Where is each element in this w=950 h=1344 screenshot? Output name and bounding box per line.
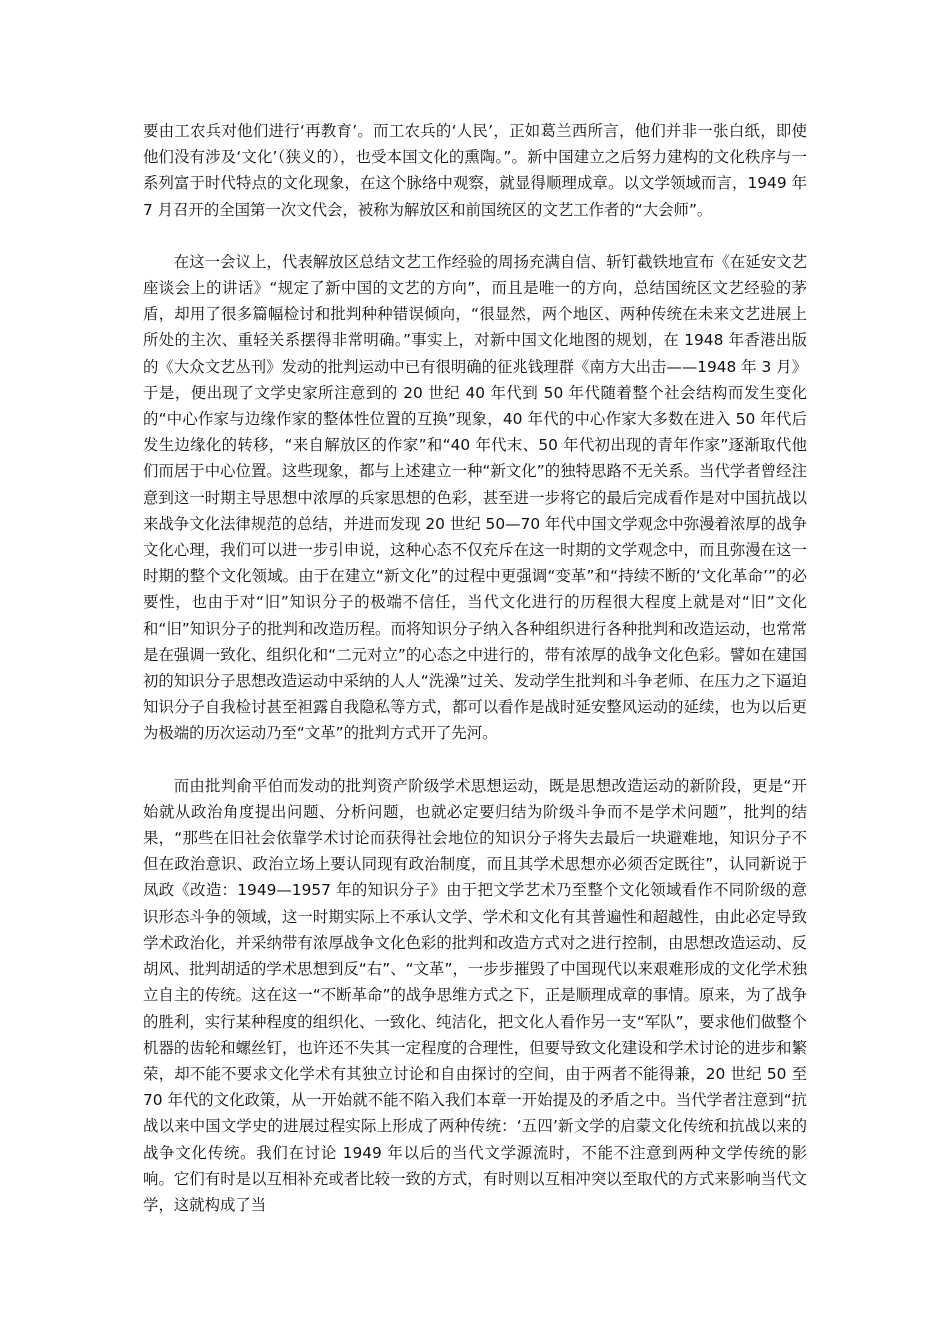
paragraph-criticism-campaign: 而由批判俞平伯而发动的批判资产阶级学术思想运动，既是思想改造运动的新阶段，更是“开始就从政治角度提出问题、分析问题，也就必定要归结为阶级斗争而不是学术问题”，批判的结果，“那些在旧社会依靠学术讨论而获得社会地位的知识分子将失去最后一块避难地，知识分子不但在政治意识、政治立场上要认同现有政治制度，而且其学术思想亦必须否定既往”，认同新说于凤政《改造：1949—1957 年的知识分子》由于把文学艺术乃至整个文化领域看作不同阶级的意识形态斗争的领域，这一时期实际上不承认文学、学术和文化有其普遍性和超越性，由此必定导致学术政治化，并采纳带有浓厚战争文化色彩的批判和改造方式对之进行控制，由思想改造运动、反胡风、批判胡适的学术思想到反“右”、“文革”，一步步摧毁了中国现代以来艰难形成的文化学术独立自主的传统。这在这一“不断革命”的战争思维方式之下，正是顺理成章的事情。原来，为了战争的胜利，实行某种程度的组织化、一致化、纯洁化，把文化人看作另一支“军队”，要求他们做整个机器的齿轮和螺丝钉，也许还不失其一定程度的合理性，但要导致文化建设和学术讨论的进步和繁荣，却不能不要求文化学术有其独立讨论和自由探讨的空间，由于两者不能得兼，20 世纪 50 至 70 年代的文化政策，从一开始就不能不陷入我们本章一开始提及的矛盾之中。当代学者注意到“抗战以来中国文学史的进展过程实际上形成了两种传统：‘五四’新文学的启蒙文化传统和抗战以来的战争文化传统。我们在讨论 1949 年以后的当代文学源流时，不能不注意到两种文学传统的影响。它们有时是以互相补充或者比较一致的方式，有时则以互相冲突以至取代的方式来影响当代文学，这就构成了当 [143,776,807,1214]
paragraph-congress: 在这一会议上，代表解放区总结文艺工作经验的周扬充满自信、斩钉截铁地宣布《在延安文艺座谈会上的讲话》“规定了新中国的文艺的方向”，而且是唯一的方向，总结国统区文艺经验的茅盾，却用了很多篇幅检讨和批判种种错误倾向，“很显然，两个地区、两种传统在未来文艺进展上所处的主次、重轻关系摆得非常明确。”事实上，对新中国文化地图的规划，在 1948 年香港出版的《大众文艺丛刊》发动的批判运动中已有很明确的征兆钱理群《南方大出击——1948 年 3 月》于是，便出现了文学史家所注意到的 20 世纪 40 年代到 50 年代随着整个社会结构而发生变化的“中心作家与边缘作家的整体性位置的互换”现象，40 年代的中心作家大多数在进入 50 年代后发生边缘化的转移，“来自解放区的作家”和“40 年代末、50 年代初出现的青年作家”逐渐取代他们而居于中心位置。这些现象，都与上述建立一种“新文化”的独特思路不无关系。当代学者曾经注意到这一时期主导思想中浓厚的兵家思想的色彩，甚至进一步将它的最后完成看作是对中国抗战以来战争文化法律规范的总结，并进而发现 20 世纪 50—70 年代中国文学观念中弥漫着浓厚的战争文化心理，我们可以进一步引申说，这种心态不仅充斥在这一时期的文学观念中，而且弥漫在这一时期的整个文化领域。由于在建立“新文化”的过程中更强调“变革”和“持续不断的‘文化革命’”的必要性，也由于对“旧”知识分子的极端不信任，当代文化进行的历程很大程度上就是对“旧”文化和“旧”知识分子的批判和改造历程。而将知识分子纳入各种组织进行各种批判和改造运动，也常常是在强调一致化、组织化和“二元对立”的心态之中进行的，带有浓厚的战争文化色彩。譬如在建国初的知识分子思想改造运动中采纳的人人“洗澡”过关、发动学生批判和斗争老师、在压力之下逼迫知识分子自我检讨甚至袒露自我隐私等方式，都可以看作是战时延安整风运动的延续，也为以后更为极端的历次运动乃至“文革”的批判方式开了先河。 [143,252,807,743]
document-page [143,118,807,1218]
paragraph-continuation: 要由工农兵对他们进行‘再教育’。而工农兵的‘人民’，正如葛兰西所言，他们并非一张白纸，即使他们没有涉及‘文化’（狭义的），也受本国文化的熏陶。”。新中国建立之后努力建构的文化秩序与一系列富于时代特点的文化现象，在这个脉络中观察，就显得顺理成章。以文学领域而言，1949 年 7 月召开的全国第一次文代会，被称为解放区和前国统区的文艺工作者的“大会师”。 [143,122,807,219]
